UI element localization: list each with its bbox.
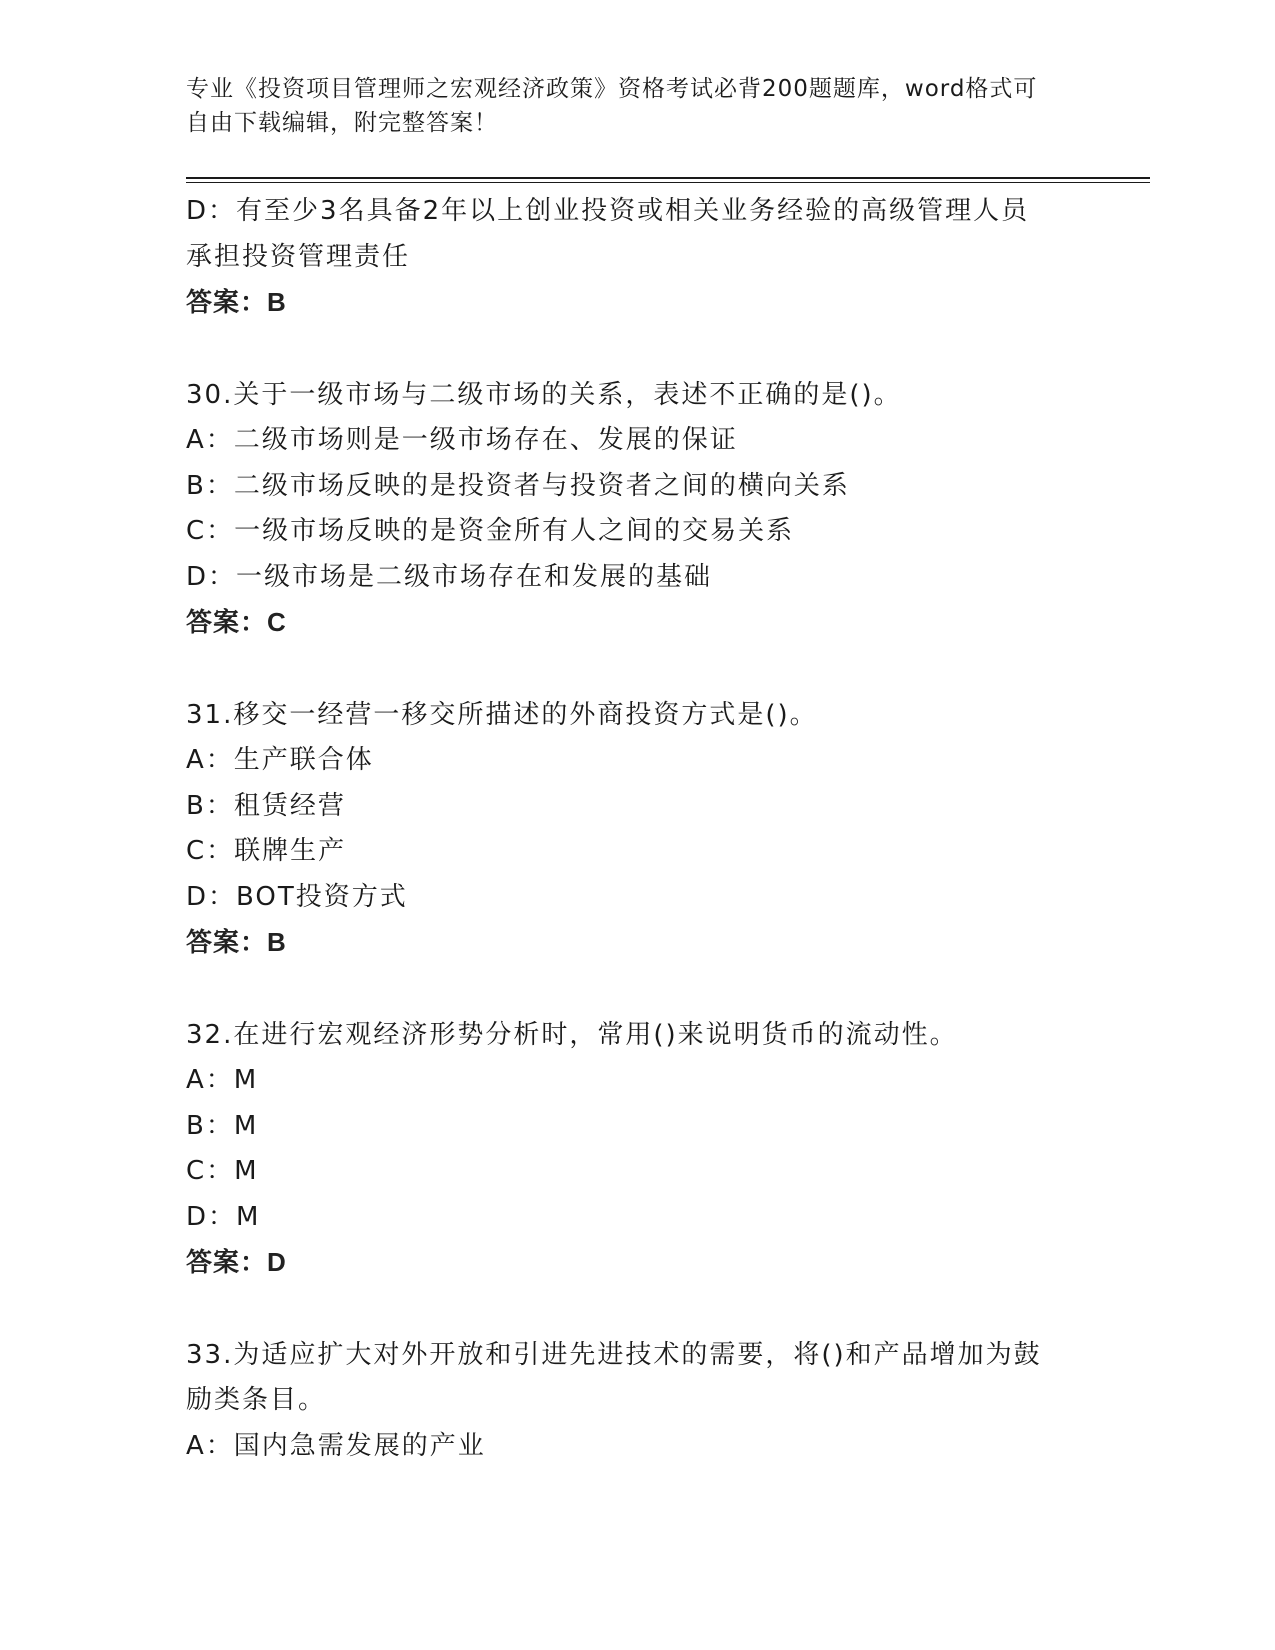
document-header xyxy=(186,72,1066,140)
question-32 xyxy=(186,1013,1086,1286)
header-divider-thick xyxy=(186,177,1150,179)
answer-label: 答案：D xyxy=(186,1247,287,1277)
option-c: C：一级市场反映的是资金所有人之间的交易关系 xyxy=(186,516,795,546)
question-stem: 30.关于一级市场与二级市场的关系，表述不正确的是()。 xyxy=(186,379,902,410)
answer-label: 答案：C xyxy=(186,607,287,637)
question-29-tail xyxy=(186,189,1086,326)
option-b: B：M xyxy=(186,1110,259,1141)
option-a: A：国内急需发展的产业 xyxy=(186,1430,486,1461)
header-line-2: 自由下载编辑，附完整答案！ xyxy=(186,110,498,136)
option-c: C：联牌生产 xyxy=(186,836,347,866)
option-b: B：租赁经营 xyxy=(186,790,346,821)
option-d: D：一级市场是二级市场存在和发展的基础 xyxy=(186,561,713,592)
option-d-continued: 承担投资管理责任 xyxy=(186,241,411,272)
question-stem: 32.在进行宏观经济形势分析时，常用()来说明货币的流动性。 xyxy=(186,1019,958,1050)
option-a: A：M xyxy=(186,1065,259,1095)
option-d: D：M xyxy=(186,1201,261,1232)
answer-label: 答案：B xyxy=(186,927,287,957)
option-a: A：二级市场则是一级市场存在、发展的保证 xyxy=(186,425,738,455)
question-33 xyxy=(186,1333,1086,1470)
option-c: C：M xyxy=(186,1156,259,1186)
option-d: D：有至少3名具备2年以上创业投资或相关业务经验的高级管理人员 xyxy=(186,196,1030,226)
answer-label: 答案：B xyxy=(186,287,287,317)
question-31 xyxy=(186,693,1086,966)
header-divider-thin xyxy=(186,182,1150,183)
option-b: B：二级市场反映的是投资者与投资者之间的横向关系 xyxy=(186,470,850,501)
question-stem-continued: 励类条目。 xyxy=(186,1385,327,1415)
option-d: D：BOT投资方式 xyxy=(186,881,408,912)
question-30 xyxy=(186,373,1086,646)
question-list xyxy=(186,189,1086,1516)
question-stem: 31.移交一经营一移交所描述的外商投资方式是()。 xyxy=(186,699,818,730)
header-line-1: 专业《投资项目管理师之宏观经济政策》资格考试必背200题题库，word格式可 xyxy=(186,76,1038,102)
question-stem: 33.为适应扩大对外开放和引进先进技术的需要，将()和产品增加为鼓 xyxy=(186,1339,1042,1370)
option-a: A：生产联合体 xyxy=(186,745,374,775)
